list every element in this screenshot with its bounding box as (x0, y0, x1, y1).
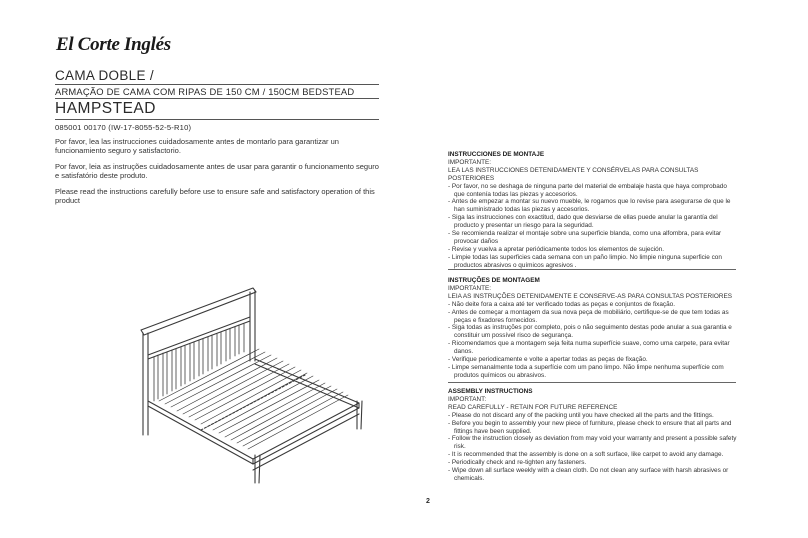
list-item: - Ricomendamos que a montagem seja feita numa superfície suave, como uma carpete, para evitar danos. (448, 340, 738, 356)
section-title: INSTRUCCIONES DE MONTAJE (448, 151, 545, 158)
product-name: HAMPSTEAD (55, 100, 156, 117)
product-code: 085001 00170 (IW-17-8055-52-5-R10) (55, 123, 192, 132)
divider (55, 119, 379, 120)
list-item: - It is recommended that the assembly is done on a soft surface, like carpet to avoid any damage. (448, 451, 738, 459)
product-title-line2: ARMAÇÃO DE CAMA COM RIPAS DE 150 CM / 150CM BEDSTEAD (55, 86, 355, 97)
section-title: ASSEMBLY INSTRUCTIONS (448, 388, 533, 395)
bed-illustration (135, 283, 367, 485)
intro-english: Please read the instructions carefully before use to ensure safe and satisfactory operation of this product (55, 187, 375, 206)
list-item: - Wipe down all surface weekly with a clean cloth. Do not clean any surface with harsh abrasives or chemicals. (448, 467, 738, 483)
instruction-list (448, 412, 738, 483)
divider (55, 84, 379, 85)
list-item: - Se recomienda realizar el montaje sobre una superficie blanda, como una alfombra, para evitar provocar daños (448, 230, 738, 246)
section-subtitle: LEA LAS INSTRUCCIONES DETENIDAMENTE Y CONSÉRVELAS PARA CONSULTAS POSTERIORES (448, 166, 699, 182)
product-title-line1: CAMA DOBLE / (55, 68, 154, 83)
list-item: - Periodically check and re-tighten any fasteners. (448, 459, 738, 467)
list-item: - Please do not discard any of the packing until you have checked all the parts and the fittings. (448, 412, 738, 420)
instructions-english (448, 388, 738, 483)
divider (55, 98, 379, 99)
page-number: 2 (426, 498, 430, 505)
list-item: - Limpe semanalmente toda a superfície com um pano limpo. Não limpe nenhuma superfície com produtos químicos ou abrasivos. (448, 364, 738, 380)
list-item: - Follow the instruction closely as deviation from may void your warranty and present a possible safety risk. (448, 435, 738, 451)
instructions-portuguese (448, 277, 738, 380)
section-important: IMPORTANTE: (448, 158, 492, 166)
divider (448, 269, 736, 270)
section-important: IMPORTANT: (448, 395, 487, 403)
section-important: IMPORTANTE: (448, 284, 492, 292)
instructions-spanish (448, 151, 738, 270)
section-subtitle: LEIA AS INSTRUÇÕES DETENIDAMENTE E CONSERVE-AS PARA CONSULTAS POSTERIORES (448, 292, 732, 300)
section-title: INSTRUÇÕES DE MONTAGEM (448, 277, 540, 284)
intro-spanish: Por favor, lea las instrucciones cuidadosamente antes de montarlo para garantizar un funcionamiento seguro y satisfactorio. (55, 137, 339, 156)
brand-logo: El Corte Inglés (56, 34, 171, 55)
list-item: - Siga todas as instruções por completo, pois o não seguimento destas pode anular a sua garantia e constituir um possível risco de segurança. (448, 324, 738, 340)
instruction-list (448, 301, 738, 380)
list-item: - Antes de empezar a montar su nuevo mueble, le rogamos que lo revise para asegurarse de que le han suministrado todas las piezas y accesorios. (448, 198, 738, 214)
list-item: - Não deite fora a caixa até ter verificado todas as peças e conjuntos de fixação. (448, 301, 738, 309)
instruction-list (448, 183, 738, 270)
list-item: - Siga las instrucciones con exactitud, dado que desviarse de ellas puede anular la garantía del producto y presentar un riesgo para la seguridad. (448, 214, 738, 230)
list-item: - Revise y vuelva a apretar periódicamente todos los elementos de sujeción. (448, 246, 738, 254)
list-item: - Before you begin to assembly your new piece of furniture, please check to ensure that all parts and fittings have been supplied. (448, 420, 738, 436)
divider (448, 382, 736, 383)
intro-portuguese: Por favor, leia as instruções cuidadosamente antes de usar para garantir o funcionamento seguro e satisfatório deste produto. (55, 162, 379, 181)
section-subtitle: READ CAREFULLY - RETAIN FOR FUTURE REFERENCE (448, 403, 618, 411)
list-item: - Limpie todas las superficies cada semana con un paño limpio. No limpie ninguna superficie con productos abrasivos o químicos agresivos . (448, 254, 738, 270)
list-item: - Por favor, no se deshaga de ninguna parte del material de embalaje hasta que haya comprobado que contenía todas las piezas y accesorios. (448, 183, 738, 199)
list-item: - Verifique periodicamente e volte a apertar todas as peças de fixação. (448, 356, 738, 364)
list-item: - Antes de começar a montagem da sua nova peça de mobiliário, certifique-se de que tem todas as peças e fixadores fornecidos. (448, 309, 738, 325)
